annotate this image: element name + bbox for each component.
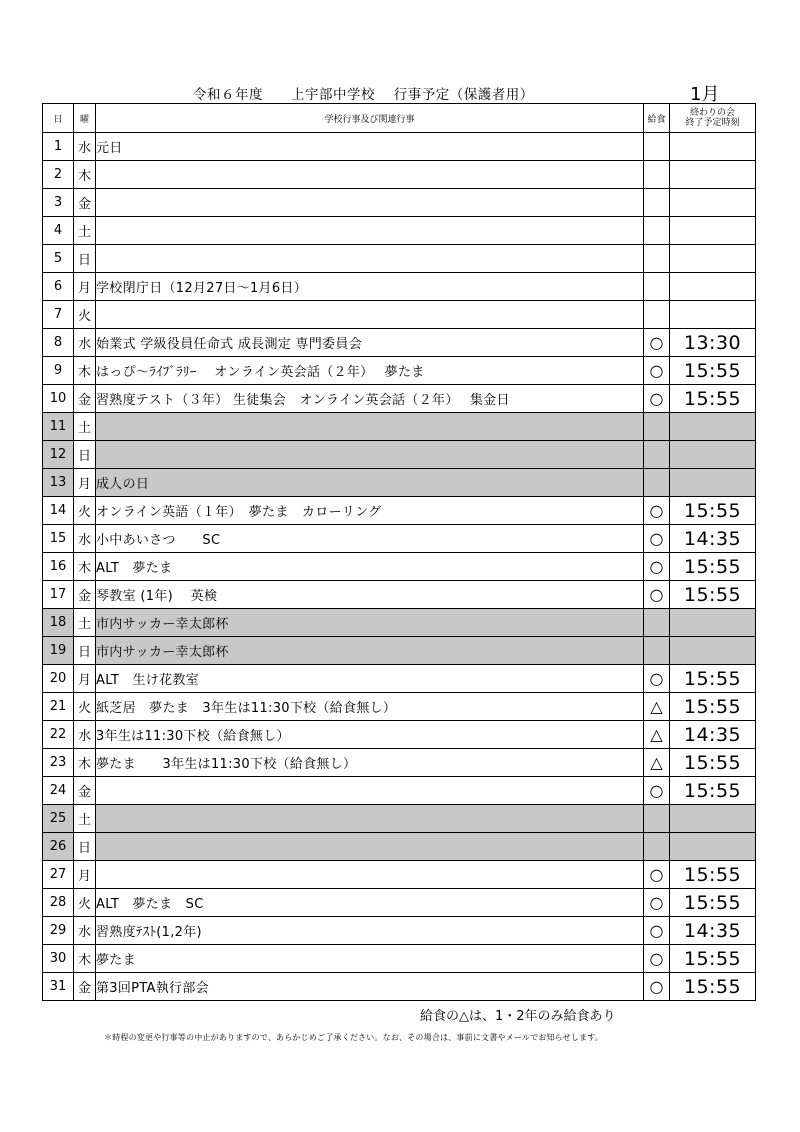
table-row (43, 889, 756, 917)
events-cell: 琴教室 (1年) 英検 (96, 581, 644, 609)
weekday-cell: 月 (74, 861, 96, 889)
events-cell: ALT 夢たま SC (96, 889, 644, 917)
lunch-mark-cell (644, 833, 670, 861)
day-cell: 15 (43, 525, 74, 553)
table-row (43, 833, 756, 861)
end-time-cell: 15:55 (670, 553, 756, 581)
lunch-mark-cell (644, 637, 670, 665)
table-row (43, 609, 756, 637)
day-cell: 16 (43, 553, 74, 581)
weekday-cell: 水 (74, 329, 96, 357)
end-time-cell: 15:55 (670, 665, 756, 693)
lunch-mark-cell (644, 189, 670, 217)
weekday-cell: 土 (74, 413, 96, 441)
weekday-cell: 月 (74, 273, 96, 301)
events-cell: 夢たま 3年生は11:30下校（給食無し） (96, 749, 644, 777)
table-header-row (43, 104, 756, 133)
events-cell (96, 413, 644, 441)
weekday-cell: 金 (74, 777, 96, 805)
events-cell (96, 833, 644, 861)
day-cell: 10 (43, 385, 74, 413)
events-cell: 習熟度テスト（３年） 生徒集会 オンライン英会話（２年） 集金日 (96, 385, 644, 413)
lunch-mark-cell: ○ (644, 945, 670, 973)
weekday-cell: 水 (74, 721, 96, 749)
column-header-lunch: 給食 (644, 104, 670, 133)
events-cell (96, 441, 644, 469)
day-cell: 9 (43, 357, 74, 385)
table-row (43, 301, 756, 329)
day-cell: 29 (43, 917, 74, 945)
table-row (43, 133, 756, 161)
day-cell: 30 (43, 945, 74, 973)
day-cell: 14 (43, 497, 74, 525)
end-time-cell (670, 217, 756, 245)
end-time-cell: 15:55 (670, 749, 756, 777)
table-row (43, 525, 756, 553)
lunch-mark-cell: ○ (644, 329, 670, 357)
weekday-cell: 火 (74, 301, 96, 329)
events-cell: ALT 夢たま (96, 553, 644, 581)
end-time-cell (670, 469, 756, 497)
end-time-cell: 15:55 (670, 385, 756, 413)
weekday-cell: 火 (74, 497, 96, 525)
day-cell: 13 (43, 469, 74, 497)
lunch-mark-cell (644, 161, 670, 189)
lunch-mark-cell: △ (644, 721, 670, 749)
day-cell: 18 (43, 609, 74, 637)
table-row (43, 385, 756, 413)
table-row (43, 469, 756, 497)
table-row (43, 693, 756, 721)
day-cell: 24 (43, 777, 74, 805)
events-cell: 学校閉庁日（12月27日～1月6日） (96, 273, 644, 301)
month-label: 1月 (690, 84, 720, 105)
events-cell: 3年生は11:30下校（給食無し） (96, 721, 644, 749)
events-cell: 市内サッカー幸太郎杯 (96, 609, 644, 637)
day-cell: 2 (43, 161, 74, 189)
weekday-cell: 土 (74, 805, 96, 833)
table-row (43, 945, 756, 973)
events-cell: 始業式 学級役員任命式 成長測定 専門委員会 (96, 329, 644, 357)
document-header (0, 80, 800, 105)
weekday-cell: 金 (74, 385, 96, 413)
table-row (43, 273, 756, 301)
day-cell: 6 (43, 273, 74, 301)
column-header-end-time (670, 104, 756, 133)
column-header-end-time-line2: 終了予定時刻 (685, 118, 740, 128)
weekday-cell: 火 (74, 693, 96, 721)
end-time-cell: 15:55 (670, 889, 756, 917)
weekday-cell: 金 (74, 973, 96, 1001)
table-row (43, 357, 756, 385)
schedule-table (42, 103, 756, 1001)
events-cell (96, 161, 644, 189)
events-cell (96, 217, 644, 245)
table-row (43, 245, 756, 273)
end-time-cell: 15:55 (670, 357, 756, 385)
weekday-cell: 月 (74, 665, 96, 693)
day-cell: 21 (43, 693, 74, 721)
lunch-mark-cell: ○ (644, 525, 670, 553)
end-time-cell (670, 161, 756, 189)
end-time-cell (670, 273, 756, 301)
end-time-cell: 15:55 (670, 973, 756, 1001)
weekday-cell: 土 (74, 217, 96, 245)
day-cell: 31 (43, 973, 74, 1001)
day-cell: 27 (43, 861, 74, 889)
schedule-body (43, 133, 756, 1001)
weekday-cell: 日 (74, 245, 96, 273)
table-row (43, 189, 756, 217)
weekday-cell: 水 (74, 133, 96, 161)
lunch-mark-cell: ○ (644, 665, 670, 693)
weekday-cell: 金 (74, 581, 96, 609)
table-row (43, 861, 756, 889)
table-row (43, 917, 756, 945)
weekday-cell: 木 (74, 161, 96, 189)
table-row (43, 637, 756, 665)
day-cell: 25 (43, 805, 74, 833)
table-row (43, 805, 756, 833)
day-cell: 22 (43, 721, 74, 749)
weekday-cell: 木 (74, 553, 96, 581)
column-header-dow: 曜 (74, 104, 96, 133)
table-row (43, 441, 756, 469)
end-time-cell: 15:55 (670, 693, 756, 721)
table-row (43, 329, 756, 357)
lunch-mark-cell: ○ (644, 553, 670, 581)
day-cell: 4 (43, 217, 74, 245)
end-time-cell (670, 637, 756, 665)
lunch-mark-cell: ○ (644, 357, 670, 385)
events-cell: はっぴ～ﾗｲﾌﾞﾗﾘｰ オンライン英会話（２年） 夢たま (96, 357, 644, 385)
weekday-cell: 日 (74, 637, 96, 665)
events-cell: 成人の日 (96, 469, 644, 497)
table-row (43, 553, 756, 581)
events-cell: オンライン英語（１年） 夢たま カローリング (96, 497, 644, 525)
lunch-mark-cell (644, 609, 670, 637)
end-time-cell (670, 609, 756, 637)
day-cell: 19 (43, 637, 74, 665)
table-row (43, 721, 756, 749)
lunch-mark-cell (644, 805, 670, 833)
end-time-cell: 15:55 (670, 777, 756, 805)
weekday-cell: 日 (74, 833, 96, 861)
events-cell: 夢たま (96, 945, 644, 973)
end-time-cell: 15:55 (670, 861, 756, 889)
events-cell: 元日 (96, 133, 644, 161)
lunch-mark-cell (644, 273, 670, 301)
lunch-mark-cell (644, 413, 670, 441)
table-row (43, 973, 756, 1001)
events-cell: 市内サッカー幸太郎杯 (96, 637, 644, 665)
events-cell (96, 301, 644, 329)
weekday-cell: 木 (74, 945, 96, 973)
column-header-end-time-line1: 終わりの会 (689, 108, 735, 118)
events-cell: 第3回PTA執行部会 (96, 973, 644, 1001)
day-cell: 3 (43, 189, 74, 217)
end-time-cell (670, 805, 756, 833)
weekday-cell: 月 (74, 469, 96, 497)
day-cell: 17 (43, 581, 74, 609)
day-cell: 20 (43, 665, 74, 693)
lunch-mark-cell (644, 133, 670, 161)
events-cell: 紙芝居 夢たま 3年生は11:30下校（給食無し） (96, 693, 644, 721)
day-cell: 1 (43, 133, 74, 161)
day-cell: 28 (43, 889, 74, 917)
end-time-cell (670, 833, 756, 861)
weekday-cell: 日 (74, 441, 96, 469)
events-cell (96, 777, 644, 805)
day-cell: 23 (43, 749, 74, 777)
events-cell: 習熟度ﾃｽﾄ(1,2年) (96, 917, 644, 945)
table-row (43, 749, 756, 777)
table-row (43, 777, 756, 805)
end-time-cell (670, 133, 756, 161)
events-cell (96, 189, 644, 217)
lunch-mark-cell: △ (644, 693, 670, 721)
end-time-cell: 15:55 (670, 497, 756, 525)
lunch-mark-cell: △ (644, 749, 670, 777)
end-time-cell: 15:55 (670, 581, 756, 609)
table-row (43, 217, 756, 245)
lunch-mark-cell: ○ (644, 973, 670, 1001)
table-row (43, 161, 756, 189)
lunch-mark-cell: ○ (644, 889, 670, 917)
lunch-mark-cell: ○ (644, 385, 670, 413)
lunch-mark-cell (644, 301, 670, 329)
weekday-cell: 木 (74, 749, 96, 777)
end-time-cell: 14:35 (670, 525, 756, 553)
end-time-cell (670, 413, 756, 441)
end-time-cell (670, 301, 756, 329)
weekday-cell: 木 (74, 357, 96, 385)
lunch-mark-cell: ○ (644, 917, 670, 945)
events-cell (96, 245, 644, 273)
day-cell: 8 (43, 329, 74, 357)
end-time-cell (670, 189, 756, 217)
column-header-events: 学校行事及び関連行事 (96, 104, 644, 133)
day-cell: 26 (43, 833, 74, 861)
events-cell (96, 805, 644, 833)
end-time-cell: 14:35 (670, 917, 756, 945)
table-row (43, 665, 756, 693)
events-cell (96, 861, 644, 889)
events-cell: ALT 生け花教室 (96, 665, 644, 693)
day-cell: 12 (43, 441, 74, 469)
end-time-cell: 13:30 (670, 329, 756, 357)
table-row (43, 497, 756, 525)
lunch-mark-cell (644, 469, 670, 497)
weekday-cell: 水 (74, 917, 96, 945)
lunch-mark-cell: ○ (644, 497, 670, 525)
lunch-mark-cell: ○ (644, 777, 670, 805)
end-time-cell (670, 245, 756, 273)
lunch-mark-cell: ○ (644, 861, 670, 889)
end-time-cell: 14:35 (670, 721, 756, 749)
table-row (43, 413, 756, 441)
lunch-mark-cell (644, 441, 670, 469)
document-title: 令和６年度 上宇部中学校 行事予定（保護者用） (193, 87, 534, 103)
column-header-day: 日 (43, 104, 74, 133)
weekday-cell: 土 (74, 609, 96, 637)
lunch-mark-cell (644, 217, 670, 245)
weekday-cell: 火 (74, 889, 96, 917)
end-time-cell: 15:55 (670, 945, 756, 973)
end-time-cell (670, 441, 756, 469)
weekday-cell: 金 (74, 189, 96, 217)
day-cell: 5 (43, 245, 74, 273)
lunch-mark-cell: ○ (644, 581, 670, 609)
events-cell: 小中あいさつ SC (96, 525, 644, 553)
table-row (43, 581, 756, 609)
disclaimer-note: ＊時程の変更や行事等の中止がありますので、あらかじめご了承ください。なお、その場合は、事前に文書やメールでお知らせします。 (104, 1033, 603, 1042)
lunch-mark-cell (644, 245, 670, 273)
day-cell: 7 (43, 301, 74, 329)
lunch-note: 給食の△は、1・2年のみ給食あり (420, 1009, 616, 1024)
weekday-cell: 水 (74, 525, 96, 553)
day-cell: 11 (43, 413, 74, 441)
